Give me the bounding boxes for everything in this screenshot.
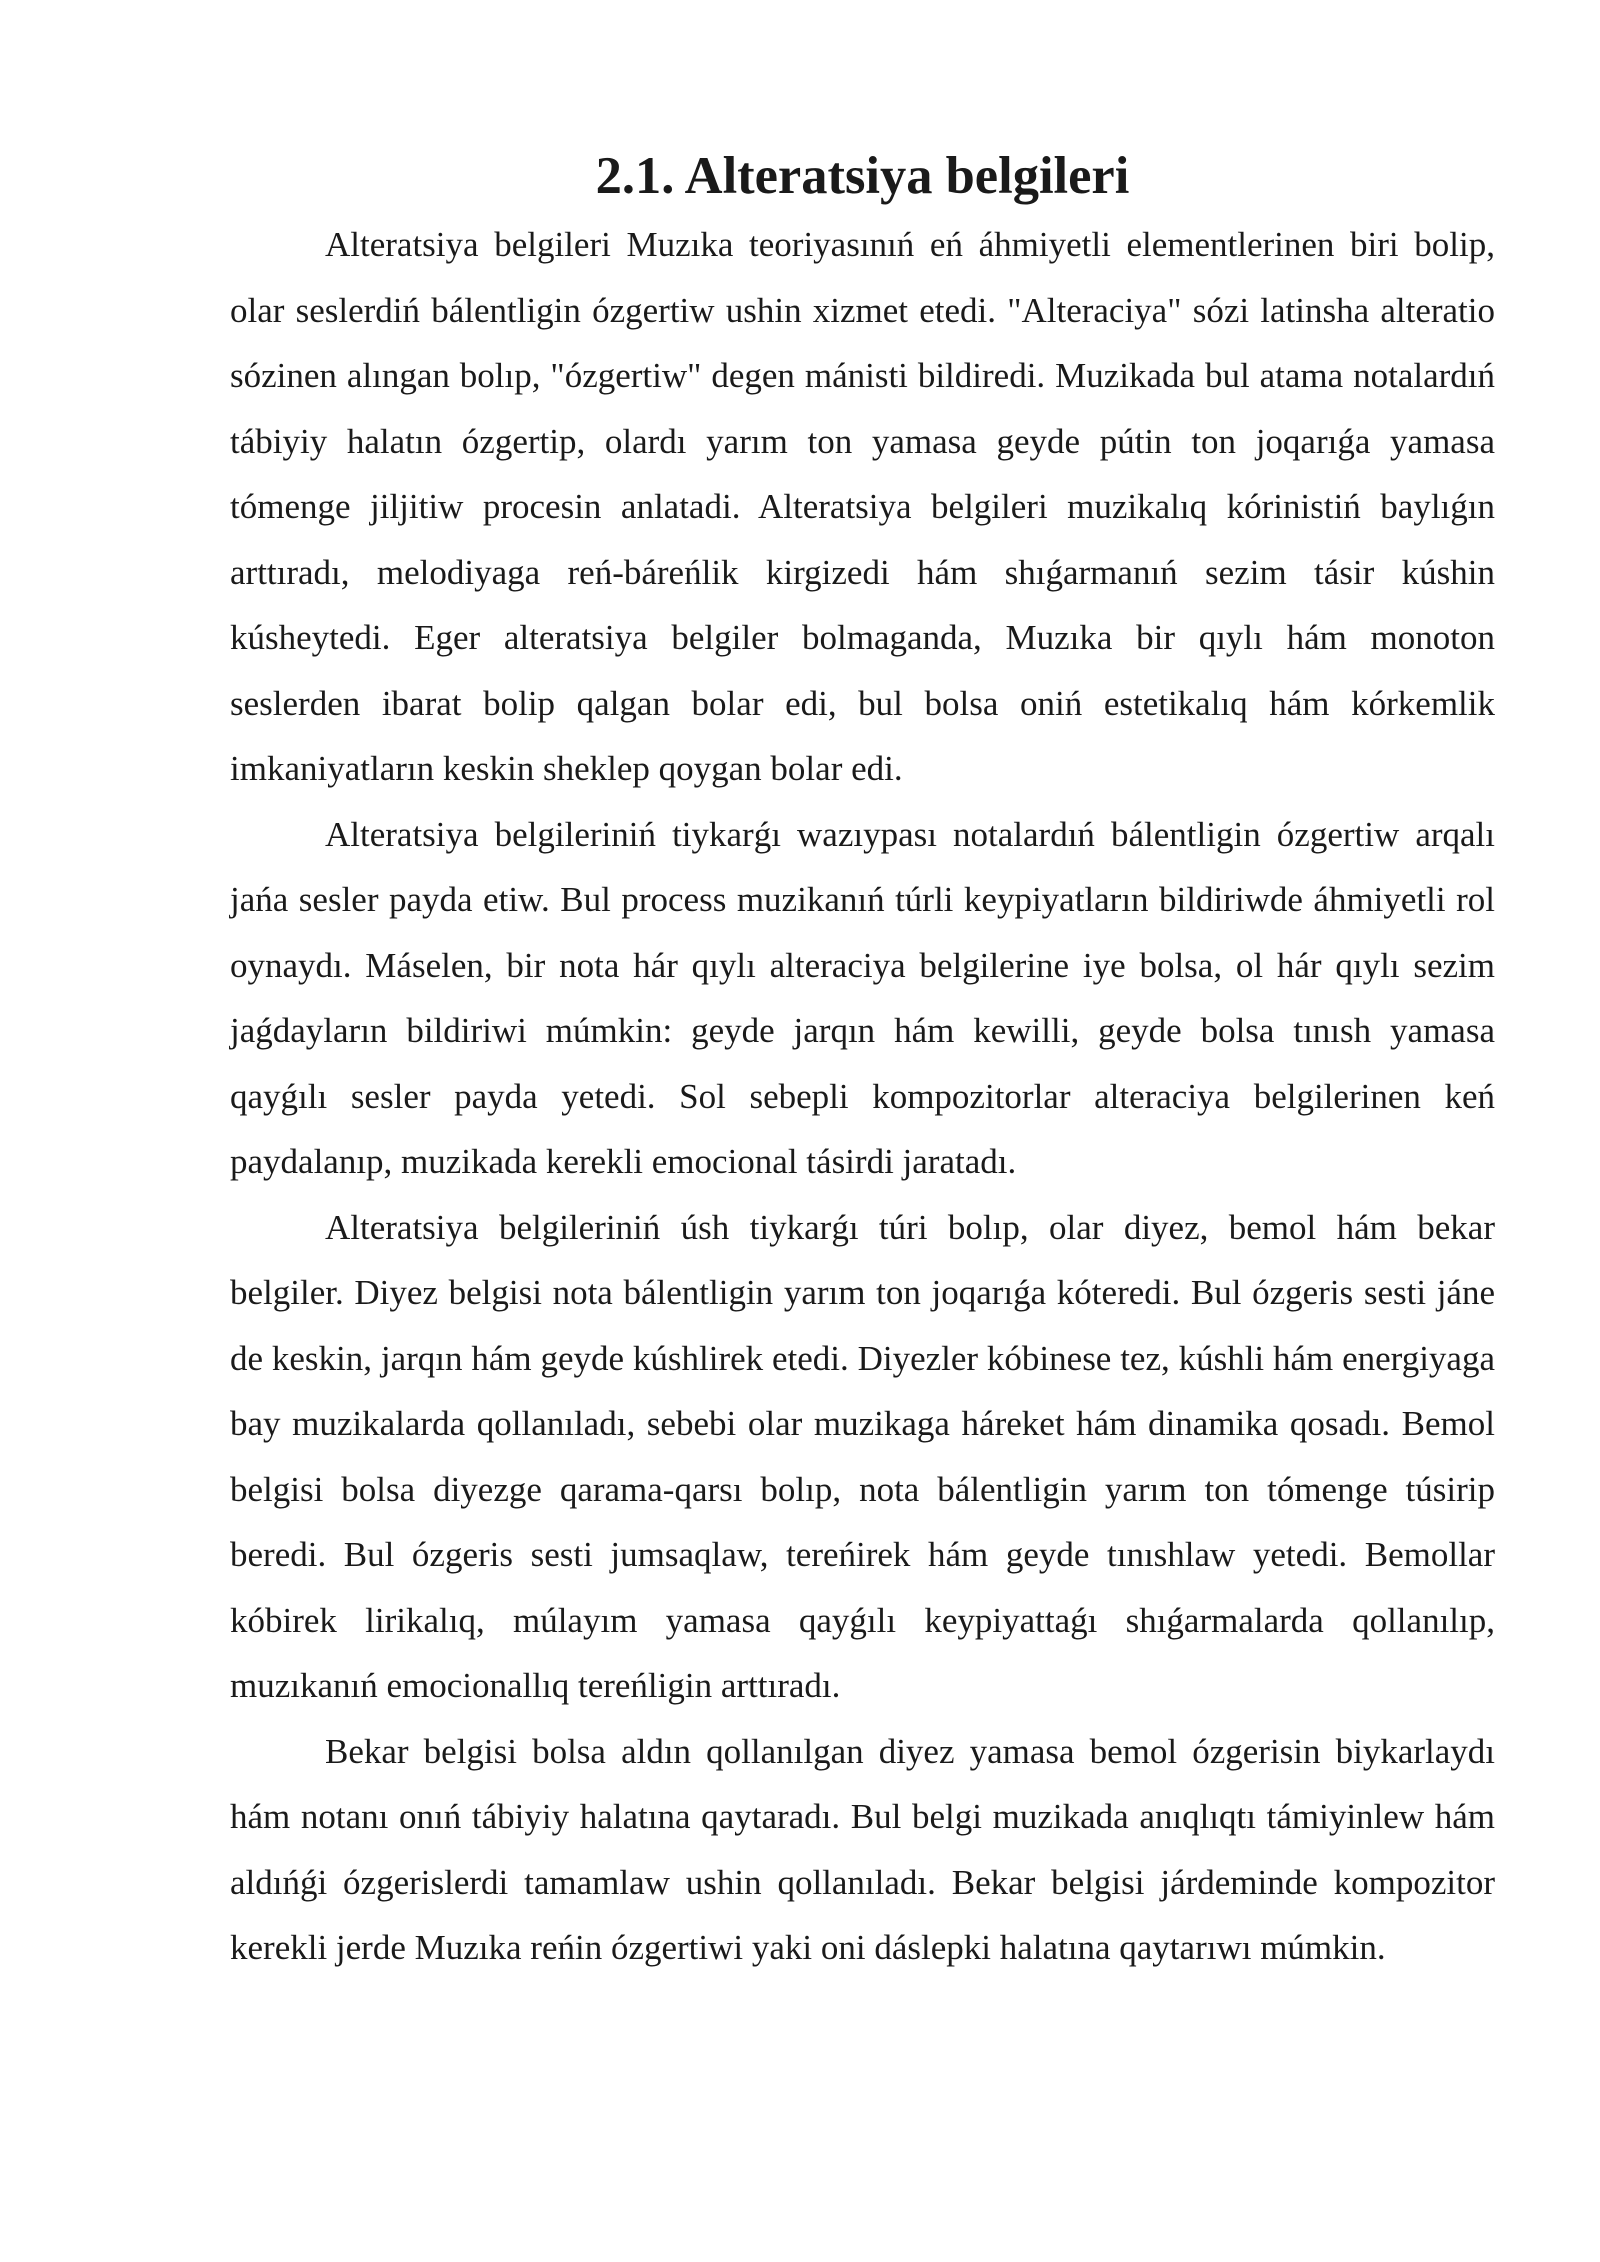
- section-heading: 2.1. Alteratsiya belgileri: [595, 147, 1130, 205]
- paragraph-1: Alteratsiya belgileri Muzıka teoriyasınıń eń áhmiyetli elementlerinen biri bolip, olar seslerdiń bálentligin ózgertiw ushin xizmet etedi. "Alteraciya" sózi latinsha alteratio sózinen alıngan bolıp, "ózgertiw" degen mánisti bildiredi. Muzikada bul atama notalardıń tábiyiy halatın ózgertip, olardı yarım ton yamasa geyde pútin ton joqarıǵa yamasa tómenge jiljitiw procesin anlatadi. Alteratsiya belgileri muzikalıq kórinistiń baylıǵın arttıradı, melodiyaga reń-báreńlik kirgizedi hám shıǵarmanıń sezim tásir kúshin kúsheytedi. Eger alteratsiya belgiler bolmaganda, Muzıka bir qıylı hám monoton seslerden ibarat bolip qalgan bolar edi, bul bolsa oniń estetikalıq hám kórkemlik imkaniyatların keskin sheklep qoygan bolar edi.: [230, 225, 1495, 788]
- paragraph-3: Alteratsiya belgileriniń úsh tiykarǵı túri bolıp, olar diyez, bemol hám bekar belgiler. Diyez belgisi nota bálentligin yarım ton joqarıǵa kóteredi. Bul ózgeris sesti jáne de keskin, jarqın hám geyde kúshlirek etedi. Diyezler kóbinese tez, kúshli hám energiyaga bay muzikalarda qollanıladı, sebebi olar muzikaga háreket hám dinamika qosadı. Bemol belgisi bolsa diyezge qarama-qarsı bolıp, nota bálentligin yarım ton tómenge túsirip beredi. Bul ózgeris sesti jumsaqlaw, tereńirek hám geyde tınıshlaw yetedi. Bemollar kóbirek lirikalıq, múlayım yamasa qayǵılı keypiyattaǵı shıǵarmalarda qollanılıp, muzıkanıń emocionallıq tereńligin arttıradı.: [230, 1207, 1495, 1705]
- paragraph-4: Bekar belgisi bolsa aldın qollanılgan diyez yamasa bemol ózgerisin biykarlaydı hám notanı onıń tábiyiy halatına qaytaradı. Bul belgi muzikada anıqlıqtı támiyinlew hám aldıńǵi ózgerislerdi tamamlaw ushin qollanıladı. Bekar belgisi járdeminde kompozitor kerekli jerde Muzıka reńin ózgertiwi yaki oni dáslepki halatına qaytarıwı múmkin.: [230, 1731, 1495, 1967]
- paragraph-2: Alteratsiya belgileriniń tiykarǵı wazıypası notalardıń bálentligin ózgertiw arqalı jańa sesler payda etiw. Bul process muzikanıń túrli keypiyatların bildiriwde áhmiyetli rol oynaydı. Máselen, bir nota hár qıylı alteraciya belgilerine iye bolsa, ol hár qıylı sezim jaǵdayların bildiriwi múmkin: geyde jarqın hám kewilli, geyde bolsa tınısh yamasa qayǵılı sesler payda yetedi. Sol sebepli kompozitorlar alteraciya belgilerinen keń paydalanıp, muzikada kerekli emocional tásirdi jaratadı.: [230, 814, 1495, 1181]
- document-page: [230, 140, 1495, 1981]
